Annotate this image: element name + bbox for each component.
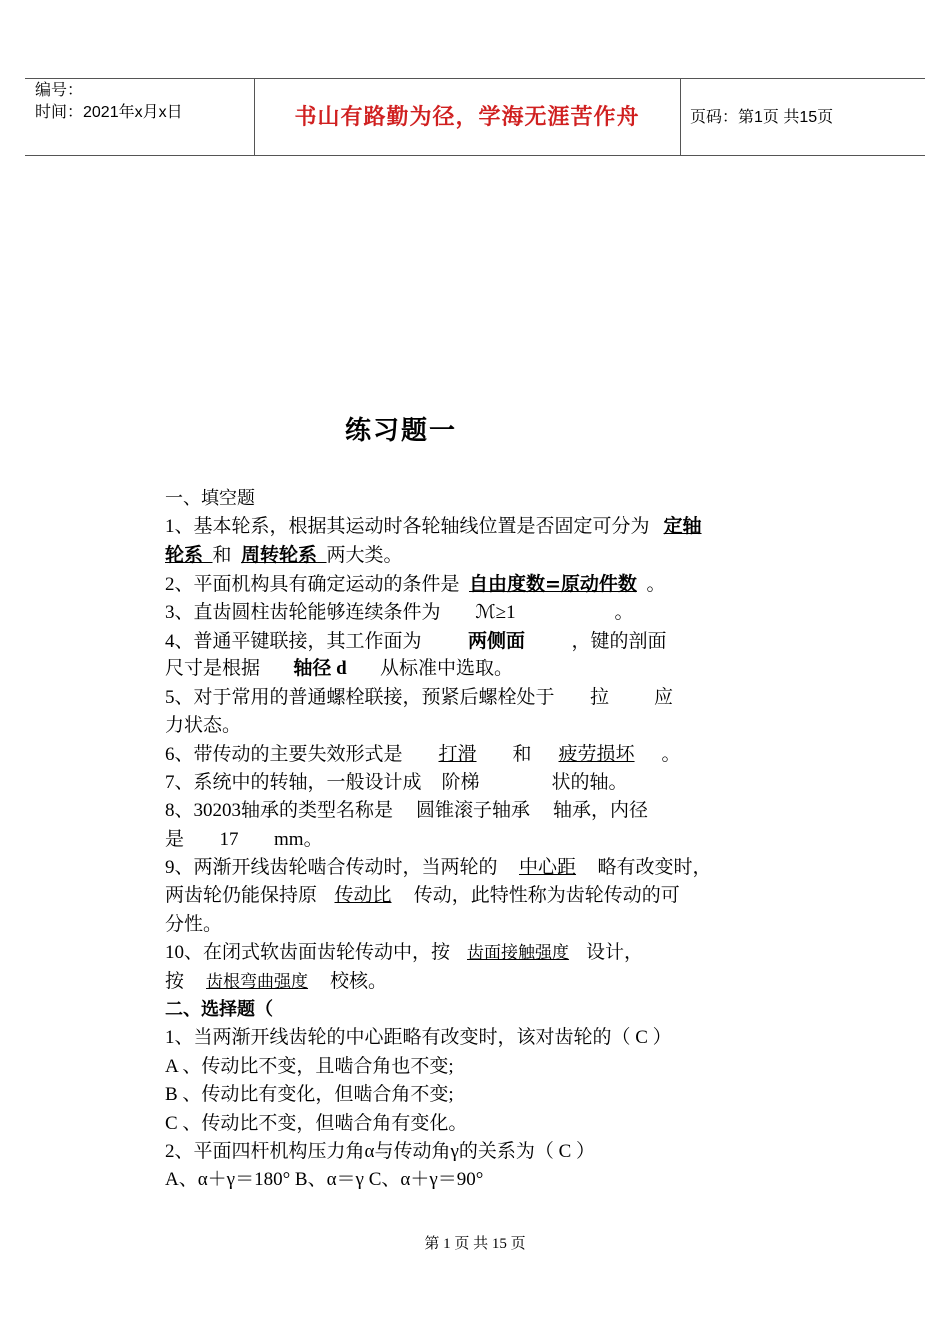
fill-question-9-line-1: [165, 854, 805, 882]
fill-q4-text-3: 尺寸是根据: [165, 658, 261, 680]
fill-q10-text-2: 设计，: [586, 942, 644, 964]
fill-q4-text-2: ，键的剖面: [571, 630, 667, 652]
fill-q6-text: 6、带传动的主要失效形式是: [165, 743, 403, 765]
fill-q8-answer-2: 17: [219, 828, 239, 850]
choice-question-1-stem: 1、当两渐开线齿轮的中心距略有改变时，该对齿轮的（ C ）: [165, 1027, 672, 1049]
fill-q9-text: 9、两渐开线齿轮啮合传动时，当两轮的: [165, 857, 498, 879]
fill-q9-text-3: 两齿轮仍能保持原: [165, 885, 318, 907]
choice-question-2-stem: 2、平面四杆机构压力角α与传动角γ的关系为（ C ）: [165, 1140, 596, 1162]
header-bottom-rule: [25, 155, 925, 156]
header-number-label: 编号：: [35, 82, 84, 99]
fill-q5-text: 5、对于常用的普通螺栓联接，预紧后螺栓处于: [165, 686, 555, 708]
fill-question-6: [165, 741, 805, 769]
fill-q1-answer-part2: 轮系: [165, 544, 204, 566]
fill-q5-answer: 拉: [590, 686, 610, 708]
fill-q9-answer-2: 传动比: [334, 885, 392, 907]
fill-question-1-line-2: [165, 542, 805, 570]
fill-q6-answer-1: 打滑: [438, 743, 477, 765]
header-motto: 书山有路勤为径，学海无涯苦作舟: [294, 105, 640, 130]
choice-question-1-option-a: A 、传动比不变，且啮合角也不变;: [165, 1055, 454, 1077]
fill-q8-answer-1: 圆锥滚子轴承: [416, 800, 531, 822]
fill-q5-text-2: 应: [654, 686, 674, 708]
fill-q10-text-3: 按: [165, 970, 185, 992]
fill-q1-text-end: 两大类。: [326, 544, 403, 566]
fill-q6-text-and: 和: [512, 743, 532, 765]
fill-q10-text: 10、在闭式软齿面齿轮传动中，按: [165, 942, 451, 964]
fill-question-1-line-1: [165, 513, 805, 541]
header-meta: [35, 80, 183, 124]
section-heading-choice: 二、选择题（: [165, 999, 273, 1021]
fill-question-5-line-2: [165, 712, 805, 740]
fill-question-8-line-2: [165, 826, 805, 854]
fill-question-10-line-2: [165, 968, 805, 996]
fill-q2-end: 。: [646, 574, 666, 596]
fill-question-8-line-1: [165, 797, 805, 825]
fill-q5-text-end: 力状态。: [165, 715, 242, 737]
fill-q9-text-4: 传动，此特性称为齿轮传动的可: [413, 885, 680, 907]
header-page-info: 页码：第1页 共15页: [690, 109, 834, 126]
choice-question-1-option-c: C 、传动比不变，但啮合角有变化。: [165, 1112, 468, 1134]
fill-q8-text-3: 是: [165, 828, 185, 850]
fill-q4-answer-2: 轴径 d: [293, 658, 347, 680]
page-title: 练习题一: [345, 416, 458, 446]
fill-q9-answer-1: 中心距: [519, 857, 577, 879]
choice-question-2-options: A、α＋γ＝180° B、α＝γ C、α＋γ＝90°: [165, 1169, 484, 1191]
fill-q3-answer: ℳ≥1: [475, 601, 516, 623]
header-divider-right: [680, 78, 681, 155]
fill-q9-text-2: 略有改变时，: [597, 857, 712, 879]
fill-q1-answer-2: 周转轮系: [241, 544, 318, 566]
fill-q6-answer-2: 疲劳损坏: [558, 743, 635, 765]
fill-q7-text: 7、系统中的转轴，一般设计成: [165, 771, 422, 793]
fill-q1-answer-part1: 定轴: [663, 516, 702, 538]
fill-q7-end: 状的轴。: [551, 771, 628, 793]
fill-question-3: [165, 599, 805, 627]
fill-question-4-line-2: [165, 655, 805, 683]
fill-q4-text-end: 从标准中选取。: [380, 658, 514, 680]
choice-question-1-option-b: B 、传动比有变化，但啮合角不变;: [165, 1084, 454, 1106]
exercise-content: [165, 485, 805, 1195]
fill-question-5-line-1: [165, 684, 805, 712]
fill-question-9-line-3: [165, 911, 805, 939]
fill-q9-text-end: 分性。: [165, 913, 223, 935]
fill-q1-text: 1、基本轮系，根据其运动时各轮轴线位置是否固定可分为: [165, 516, 650, 538]
fill-q4-answer-1: 两侧面: [468, 629, 526, 652]
fill-q10-answer-2: 齿根弯曲强度: [206, 971, 309, 991]
section-heading-fill: 一、填空题: [165, 488, 255, 509]
fill-question-7: [165, 769, 805, 797]
fill-q10-answer-1: 齿面接触强度: [467, 943, 570, 963]
fill-q8-end: mm。: [274, 828, 323, 850]
header-top-rule: [25, 78, 925, 79]
fill-q8-text: 8、30203轴承的类型名称是: [165, 800, 394, 822]
fill-q7-answer: 阶梯: [441, 771, 480, 793]
fill-question-10-line-1: [165, 939, 805, 967]
header-time-label: 时间：2021年x月x日: [35, 104, 183, 121]
fill-question-4-line-1: [165, 627, 805, 655]
fill-q4-text: 4、普通平键联接，其工作面为: [165, 630, 422, 652]
fill-question-2: [165, 570, 805, 598]
page-footer: 第 1 页 共 15 页: [424, 1236, 526, 1252]
fill-q6-end: 。: [661, 743, 681, 765]
fill-q2-answer: 自由度数=原动件数: [469, 573, 637, 596]
fill-q10-end: 校核。: [330, 970, 388, 992]
fill-q3-text: 3、直齿圆柱齿轮能够连续条件为: [165, 601, 441, 623]
fill-q3-end: 。: [614, 601, 634, 623]
fill-question-9-line-2: [165, 882, 805, 910]
fill-q8-text-2: 轴承，内径: [553, 800, 649, 822]
fill-q2-text: 2、平面机构具有确定运动的条件是: [165, 574, 460, 596]
fill-q1-text-and: 和: [212, 544, 232, 566]
